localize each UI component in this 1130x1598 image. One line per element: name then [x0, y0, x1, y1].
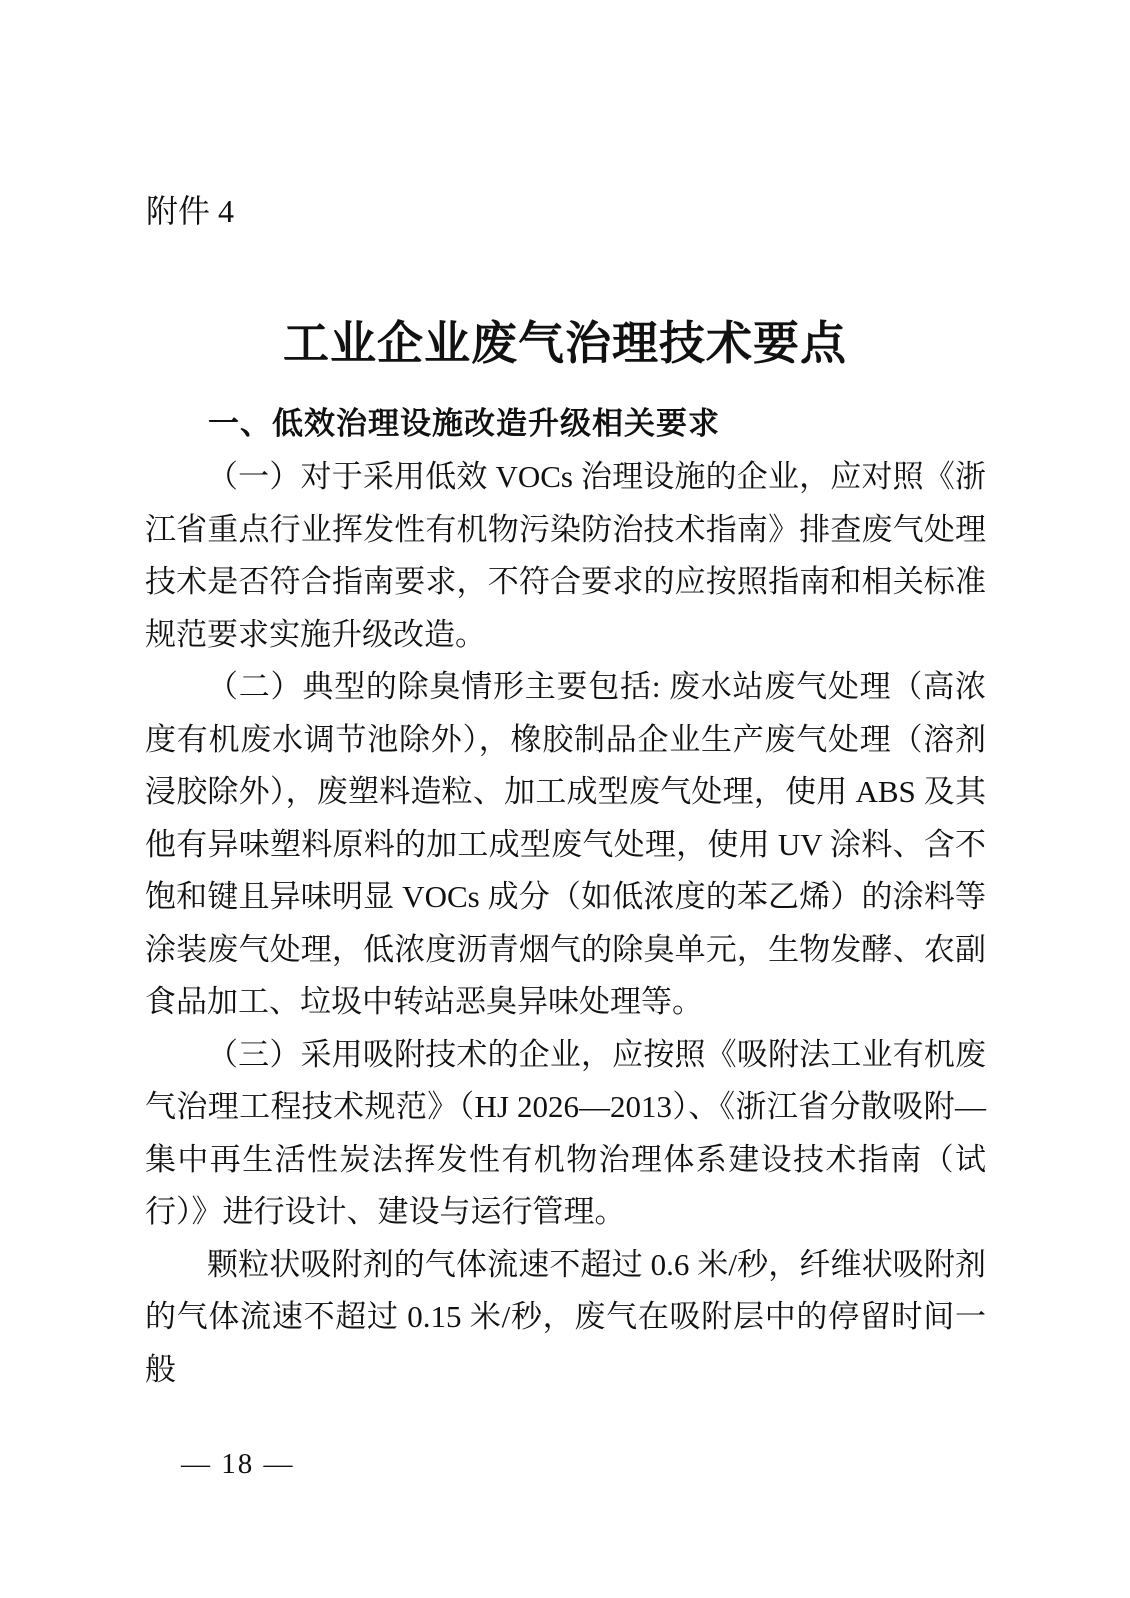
attachment-label: 附件 4: [146, 193, 235, 229]
body-text: [145, 451, 986, 1396]
document-title: 工业企业废气治理技术要点: [283, 317, 847, 369]
paragraph-3: （三）采用吸附技术的企业，应按照《吸附法工业有机废气治理工程技术规范》（HJ 2026—2013）、《浙江省分散吸附—集中再生活性炭法挥发性有机物治理体系建设技术指南（试行）》进行设计、建设与运行管理。: [145, 1036, 986, 1229]
paragraph-4: 颗粒状吸附剂的气体流速不超过 0.6 米/秒，纤维状吸附剂的气体流速不超过 0.15 米/秒，废气在吸附层中的停留时间一般: [145, 1246, 986, 1387]
page-number: — 18 —: [181, 1448, 295, 1480]
paragraph-1: （一）对于采用低效 VOCs 治理设施的企业，应对照《浙江省重点行业挥发性有机物污染防治技术指南》排查废气处理技术是否符合指南要求，不符合要求的应按照指南和相关标准规范要求实施升级改造。: [145, 459, 986, 652]
paragraph-2: （二）典型的除臭情形主要包括: 废水站废气处理（高浓度有机废水调节池除外），橡胶制品企业生产废气处理（溶剂浸胶除外），废塑料造粒、加工成型废气处理，使用 ABS 及其他有异味塑料原料的加工成型废气处理，使用 UV 涂料、含不饱和键且异味明显 VOCs 成分（如低浓度的苯乙烯）的涂料等涂装废气处理，低浓度沥青烟气的除臭单元，生物发酵、农副食品加工、垃圾中转站恶臭异味处理等。: [145, 669, 986, 1019]
section-heading: 一、低效治理设施改造升级相关要求: [208, 406, 720, 441]
